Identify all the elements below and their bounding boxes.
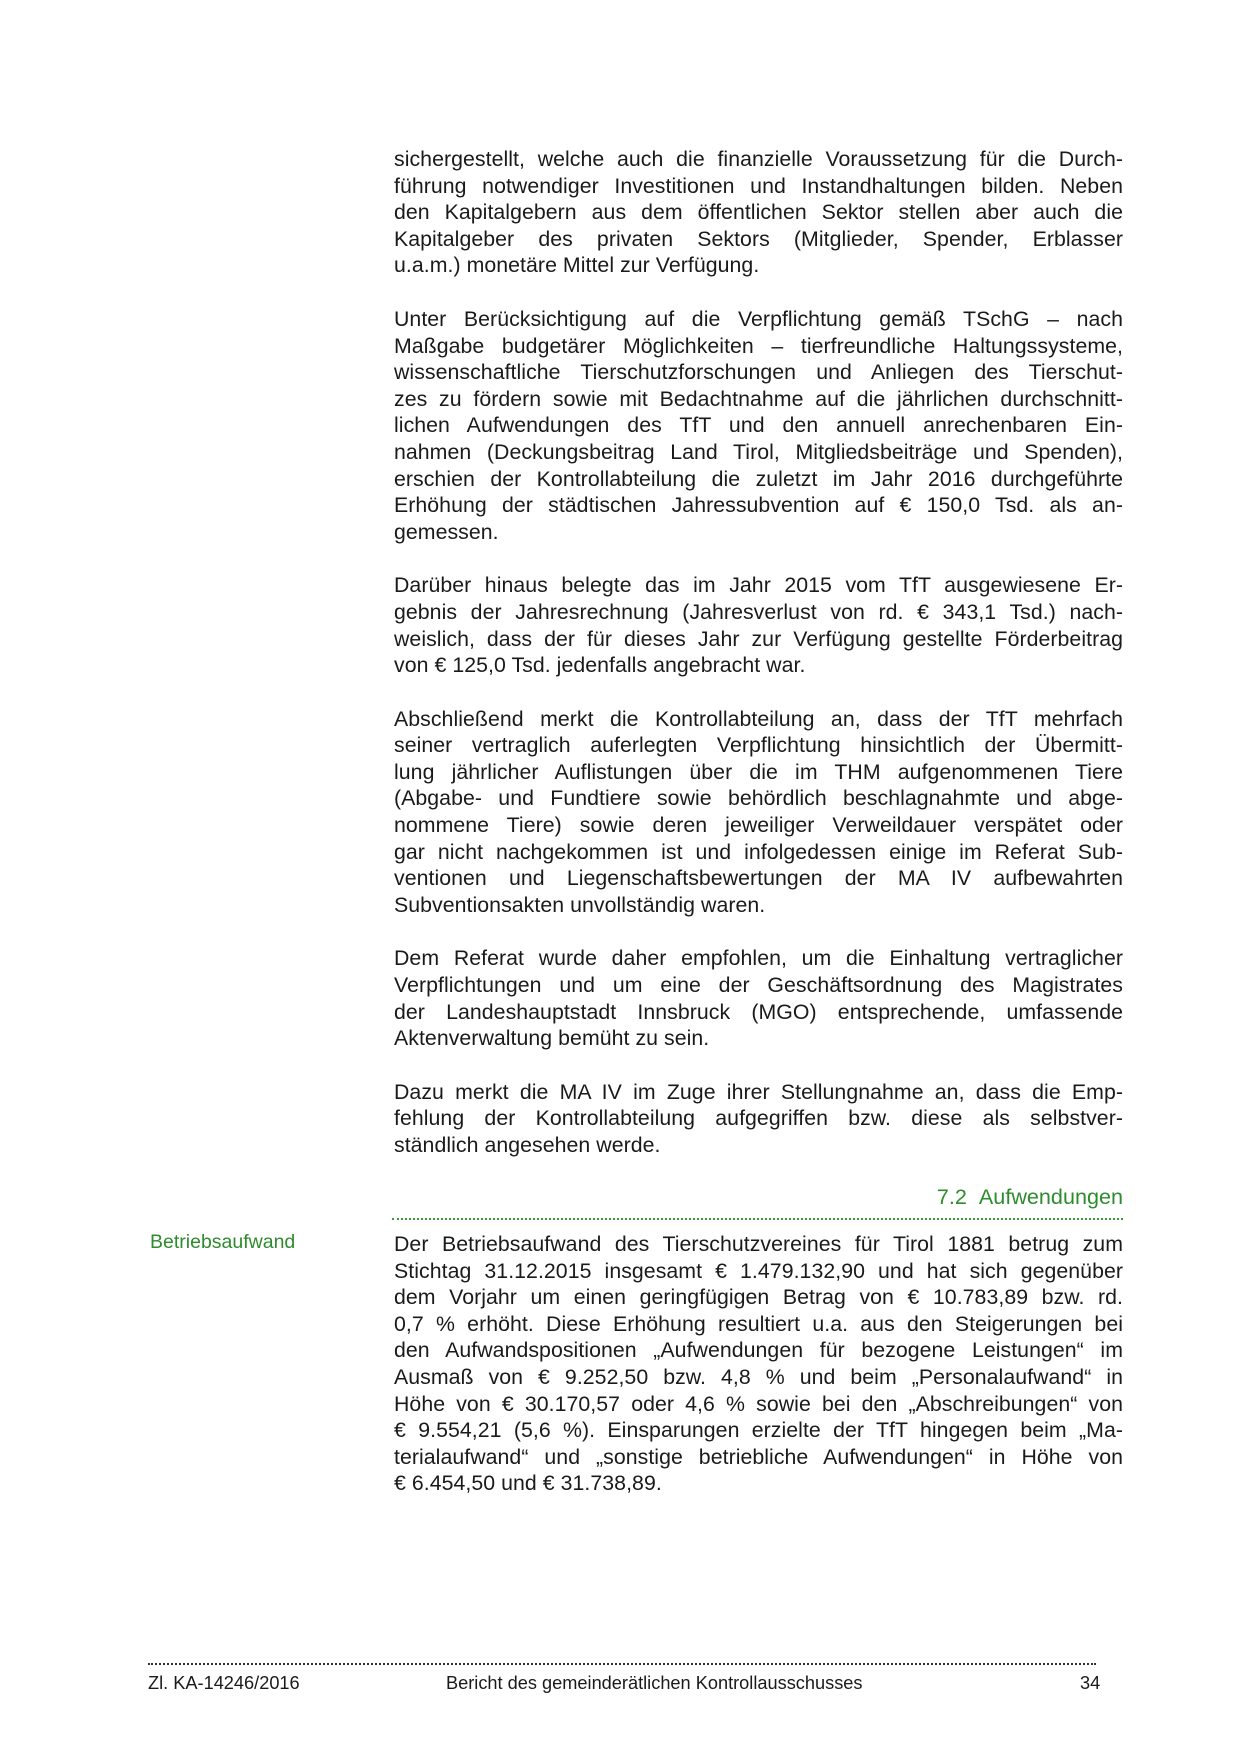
- text-line: Ausmaß von € 9.252,50 bzw. 4,8 % und beim „Personalaufwand“ in: [394, 1364, 1123, 1389]
- text-line: nommene Tiere) sowie deren jeweiliger Verweildauer verspätet oder: [394, 813, 1123, 838]
- footer-divider: [148, 1663, 1096, 1665]
- text-line: u.a.m.) monetäre Mittel zur Verfügung.: [394, 253, 760, 278]
- section-heading: [394, 1182, 1123, 1218]
- text-line: den Aufwandspositionen „Aufwendungen für bezogene Leistungen“ im: [394, 1338, 1123, 1363]
- text-line: von € 125,0 Tsd. jedenfalls angebracht war.: [394, 653, 806, 678]
- text-line: dem Vorjahr um einen geringfügigen Betrag von € 10.783,89 bzw. rd.: [394, 1285, 1123, 1310]
- text-line: ständlich angesehen werde.: [394, 1133, 661, 1157]
- text-line: sichergestellt, welche auch die finanzielle Voraussetzung für die Durch-: [394, 147, 1123, 171]
- text-line: Maßgabe budgetärer Möglichkeiten – tierfreundliche Haltungssysteme,: [394, 333, 1123, 358]
- text-line: zes zu fördern sowie mit Bedachtnahme auf die jährlichen durchschnitt-: [394, 386, 1123, 411]
- text-line: wissenschaftliche Tierschutzforschungen und Anliegen des Tierschut-: [394, 360, 1123, 385]
- page-number: 34: [1080, 1673, 1101, 1693]
- margin-label: Betriebsaufwand: [150, 1231, 296, 1253]
- text-line: Höhe von € 30.170,57 oder 4,6 % sowie bei den „Abschreibungen“ von: [394, 1391, 1123, 1416]
- text-line: Verpflichtungen und um eine der Geschäftsordnung des Magistrates: [394, 973, 1123, 998]
- footer-title: Bericht des gemeinderätlichen Kontrollausschusses: [446, 1673, 863, 1693]
- text-line: Abschließend merkt die Kontrollabteilung an, dass der TfT mehrfach: [394, 706, 1123, 731]
- text-line: Stichtag 31.12.2015 insgesamt € 1.479.132,90 und hat sich gegenüber: [394, 1258, 1123, 1283]
- section-body-text: [394, 1231, 1123, 1524]
- paragraph-4: [394, 706, 1123, 919]
- text-line: den Kapitalgebern aus dem öffentlichen Sektor stellen aber auch die: [394, 200, 1123, 225]
- paragraph-3: [394, 572, 1123, 678]
- paragraph-5: [394, 945, 1123, 1051]
- text-line: Darüber hinaus belegte das im Jahr 2015 vom TfT ausgewiesene Er-: [394, 573, 1123, 598]
- text-line: fehlung der Kontrollabteilung aufgegriffen bzw. diese als selbstver-: [394, 1106, 1123, 1131]
- text-line: Erhöhung der städtischen Jahressubvention auf € 150,0 Tsd. als an-: [394, 493, 1123, 518]
- text-line: Aktenverwaltung bemüht zu sein.: [394, 1026, 710, 1051]
- text-line: terialaufwand“ und „sonstige betriebliche Aufwendungen“ in Höhe von: [394, 1444, 1123, 1469]
- text-line: Dazu merkt die MA IV im Zuge ihrer Stellungnahme an, dass die Emp-: [394, 1079, 1123, 1104]
- section-divider: [392, 1218, 1123, 1220]
- text-line: ventionen und Liegenschaftsbewertungen der MA IV aufbewahrten: [394, 866, 1123, 891]
- section-title: Aufwendungen: [978, 1184, 1123, 1209]
- text-line: lung jährlicher Auflistungen über die im THM aufgenommenen Tiere: [394, 759, 1123, 784]
- text-line: führung notwendiger Investitionen und Instandhaltungen bilden. Neben: [394, 173, 1123, 198]
- body-text: [394, 146, 1123, 1186]
- footer-reference: Zl. KA-14246/2016: [148, 1673, 300, 1693]
- text-line: weislich, dass der für dieses Jahr zur Verfügung gestellte Förderbeitrag: [394, 626, 1123, 651]
- text-line: 0,7 % erhöht. Diese Erhöhung resultiert u.a. aus den Steigerungen bei: [394, 1311, 1123, 1336]
- text-line: erschien der Kontrollabteilung die zuletzt im Jahr 2016 durchgeführte: [394, 466, 1123, 491]
- paragraph-1: [394, 146, 1123, 279]
- text-line: Kapitalgeber des privaten Sektors (Mitglieder, Spender, Erblasser: [394, 226, 1123, 251]
- text-line: gebnis der Jahresrechnung (Jahresverlust von rd. € 343,1 Tsd.) nach-: [394, 599, 1123, 624]
- text-line: € 9.554,21 (5,6 %). Einsparungen erzielte der TfT hingegen beim „Ma-: [394, 1418, 1123, 1443]
- paragraph-betriebsaufwand: [394, 1231, 1123, 1497]
- text-line: Dem Referat wurde daher empfohlen, um die Einhaltung vertraglicher: [394, 946, 1123, 971]
- text-line: gemessen.: [394, 519, 499, 544]
- paragraph-6: [394, 1079, 1123, 1159]
- text-line: Der Betriebsaufwand des Tierschutzvereines für Tirol 1881 betrug zum: [394, 1232, 1123, 1256]
- text-line: seiner vertraglich auferlegten Verpflichtung hinsichtlich der Übermitt-: [394, 733, 1123, 758]
- paragraph-2: [394, 306, 1123, 545]
- text-line: € 6.454,50 und € 31.738,89.: [394, 1471, 662, 1496]
- text-line: gar nicht nachgekommen ist und infolgedessen einige im Referat Sub-: [394, 839, 1123, 864]
- text-line: nahmen (Deckungsbeitrag Land Tirol, Mitgliedsbeiträge und Spenden),: [394, 439, 1123, 464]
- text-line: (Abgabe- und Fundtiere sowie behördlich beschlagnahmte und abge-: [394, 786, 1123, 811]
- text-line: der Landeshauptstadt Innsbruck (MGO) entsprechende, umfassende: [394, 999, 1123, 1024]
- text-line: Unter Berücksichtigung auf die Verpflichtung gemäß TSchG – nach: [394, 306, 1123, 331]
- text-line: lichen Aufwendungen des TfT und den annuell anrechenbaren Ein-: [394, 413, 1123, 438]
- section-number: 7.2: [936, 1184, 967, 1209]
- text-line: Subventionsakten unvollständig waren.: [394, 892, 766, 917]
